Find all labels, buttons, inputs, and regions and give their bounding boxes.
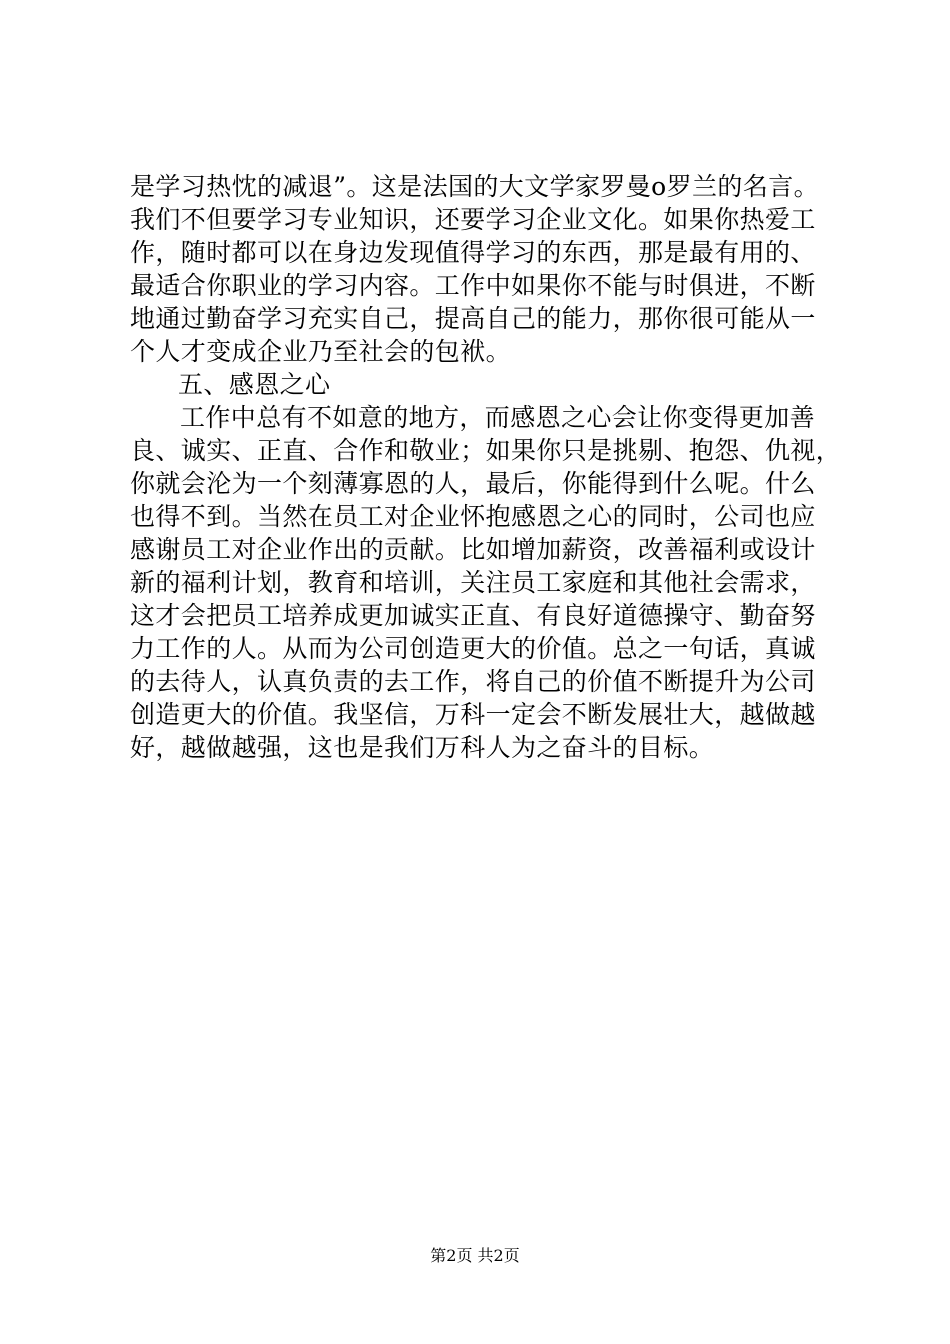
text-line: 力工作的人。从而为公司创造更大的价值。总之一句话，真诚 xyxy=(130,634,816,663)
text-line: 作，随时都可以在身边发现值得学习的东西，那是最有用的、 xyxy=(130,238,816,267)
page-number-label: 第2页 共2页 xyxy=(430,1246,520,1265)
text-line: 这才会把员工培养成更加诚实正直、有良好道德操守、勤奋努 xyxy=(130,601,816,630)
text-line: 你就会沦为一个刻薄寡恩的人，最后，你能得到什么呢。什么 xyxy=(130,469,816,498)
text-line: 个人才变成企业乃至社会的包袱。 xyxy=(130,337,512,366)
text-line: 地通过勤奋学习充实自己，提高自己的能力，那你很可能从一 xyxy=(130,304,816,333)
text-line: 也得不到。当然在员工对企业怀抱感恩之心的同时，公司也应 xyxy=(130,502,816,531)
text-line: 是学习热忱的减退”。这是法国的大文学家罗曼o罗兰的名言。 xyxy=(130,172,820,201)
text-line: 的去待人，认真负责的去工作，将自己的价值不断提升为公司 xyxy=(130,667,816,696)
text-line: 最适合你职业的学习内容。工作中如果你不能与时俱进，不断 xyxy=(130,271,816,300)
text-line: 新的福利计划，教育和培训，关注员工家庭和其他社会需求， xyxy=(130,568,816,597)
text-line: 感谢员工对企业作出的贡献。比如增加薪资，改善福利或设计 xyxy=(130,535,816,564)
text-line: 我们不但要学习专业知识，还要学习企业文化。如果你热爱工 xyxy=(130,205,816,234)
document-body xyxy=(130,170,850,764)
text-line: 创造更大的价值。我坚信，万科一定会不断发展壮大，越做越 xyxy=(130,700,816,729)
text-line: 好，越做越强，这也是我们万科人为之奋斗的目标。 xyxy=(130,733,715,762)
section-heading: 五、感恩之心 xyxy=(178,370,331,399)
paragraph-first-line: 工作中总有不如意的地方，而感恩之心会让你变得更加善 xyxy=(180,403,816,432)
text-line: 良、诚实、正直、合作和敬业；如果你只是挑剔、抱怨、仇视， xyxy=(130,436,842,465)
page-footer xyxy=(0,1246,950,1266)
